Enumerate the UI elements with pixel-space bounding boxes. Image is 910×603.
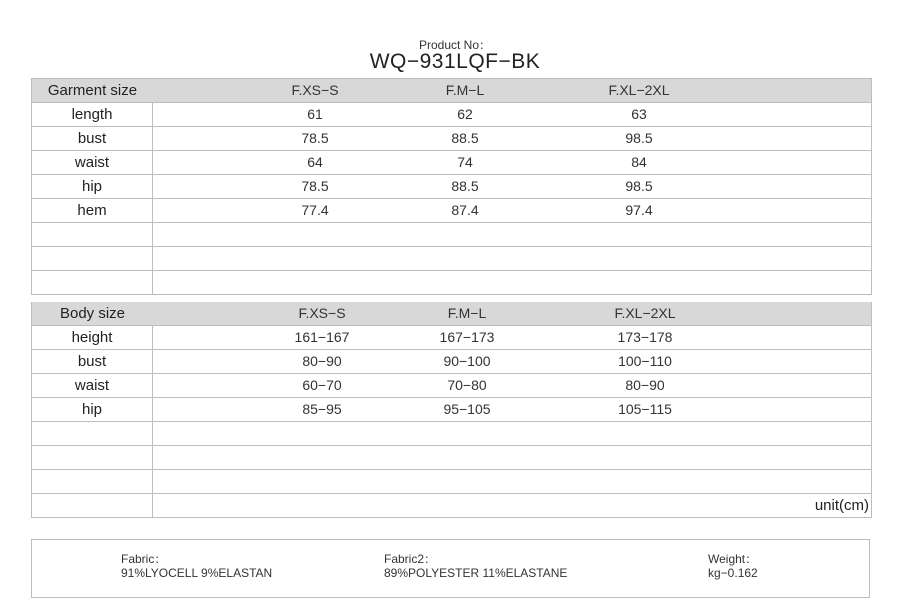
table-cell: 90−100: [443, 353, 491, 369]
table-row: [32, 199, 871, 223]
body-size-table: [31, 302, 872, 518]
row-label: height: [32, 326, 153, 349]
body-header-row: [32, 302, 871, 326]
table-row: [32, 350, 871, 374]
row-label: length: [32, 103, 153, 126]
table-cell: 77.4: [301, 202, 329, 218]
table-cell: 97.4: [625, 202, 653, 218]
empty-row: [32, 247, 871, 271]
size-header: F.M−L: [445, 82, 485, 98]
table-cell: 78.5: [301, 178, 329, 194]
table-cell: 105−115: [618, 401, 672, 417]
table-row: [32, 103, 871, 127]
table-cell: 173−178: [617, 329, 673, 345]
table-cell: 63: [631, 106, 647, 122]
table-cell: 78.5: [301, 130, 329, 146]
table-cell: 98.5: [625, 130, 653, 146]
row-label: hem: [32, 199, 153, 222]
table-row: [32, 151, 871, 175]
row-label: hip: [32, 175, 153, 198]
fabric2-label: Fabric2：: [384, 552, 437, 566]
table-cell: 167−173: [439, 329, 495, 345]
table-cell: 64: [307, 154, 323, 170]
table-cell: 62: [457, 106, 473, 122]
body-size-title: Body size: [59, 305, 126, 322]
weight-value: kg−0.162: [708, 566, 758, 580]
table-row: [32, 127, 871, 151]
row-label: hip: [32, 398, 153, 421]
fabric2-value: 89%POLYESTER 11%ELASTANE: [384, 566, 568, 580]
row-label: waist: [32, 151, 153, 174]
size-header: F.XL−2XL: [608, 82, 670, 98]
table-cell: 85−95: [302, 401, 342, 417]
table-row: [32, 374, 871, 398]
weight-info: [708, 552, 758, 580]
table-cell: 87.4: [451, 202, 479, 218]
weight-label: Weight：: [708, 552, 758, 566]
table-cell: 80−90: [302, 353, 342, 369]
table-cell: 84: [631, 154, 647, 170]
product-number-label: Product No：: [418, 38, 492, 52]
table-cell: 100−110: [618, 353, 672, 369]
table-cell: 88.5: [451, 130, 479, 146]
size-header: F.XS−S: [298, 305, 346, 321]
size-header: F.XS−S: [291, 82, 339, 98]
unit-row: [32, 494, 871, 518]
table-cell: 88.5: [451, 178, 479, 194]
size-header: F.M−L: [447, 305, 487, 321]
fabric1-value: 91%LYOCELL 9%ELASTAN: [121, 566, 273, 580]
empty-row: [32, 446, 871, 470]
fabric-info-box: [31, 539, 870, 598]
fabric1-info: [121, 552, 272, 580]
row-label: bust: [32, 127, 153, 150]
size-header: F.XL−2XL: [614, 305, 676, 321]
table-row: [32, 175, 871, 199]
table-cell: 60−70: [302, 377, 342, 393]
table-cell: 80−90: [625, 377, 665, 393]
garment-size-title: Garment size: [47, 82, 138, 99]
fabric2-info: [384, 552, 567, 580]
table-row: [32, 326, 871, 350]
table-cell: 61: [307, 106, 323, 122]
table-cell: 98.5: [625, 178, 653, 194]
empty-row: [32, 422, 871, 446]
table-cell: 74: [457, 154, 473, 170]
table-cell: 161−167: [294, 329, 350, 345]
fabric1-label: Fabric：: [121, 552, 167, 566]
empty-row: [32, 271, 871, 295]
table-cell: 70−80: [447, 377, 487, 393]
product-number: WQ−931LQF−BK: [369, 50, 541, 73]
garment-header-row: [32, 79, 871, 103]
garment-size-table: [31, 78, 872, 295]
empty-row: [32, 223, 871, 247]
table-row: [32, 398, 871, 422]
table-cell: 95−105: [443, 401, 491, 417]
row-label: bust: [32, 350, 153, 373]
unit-label: unit(cm): [814, 497, 869, 514]
row-label: waist: [32, 374, 153, 397]
empty-row: [32, 470, 871, 494]
